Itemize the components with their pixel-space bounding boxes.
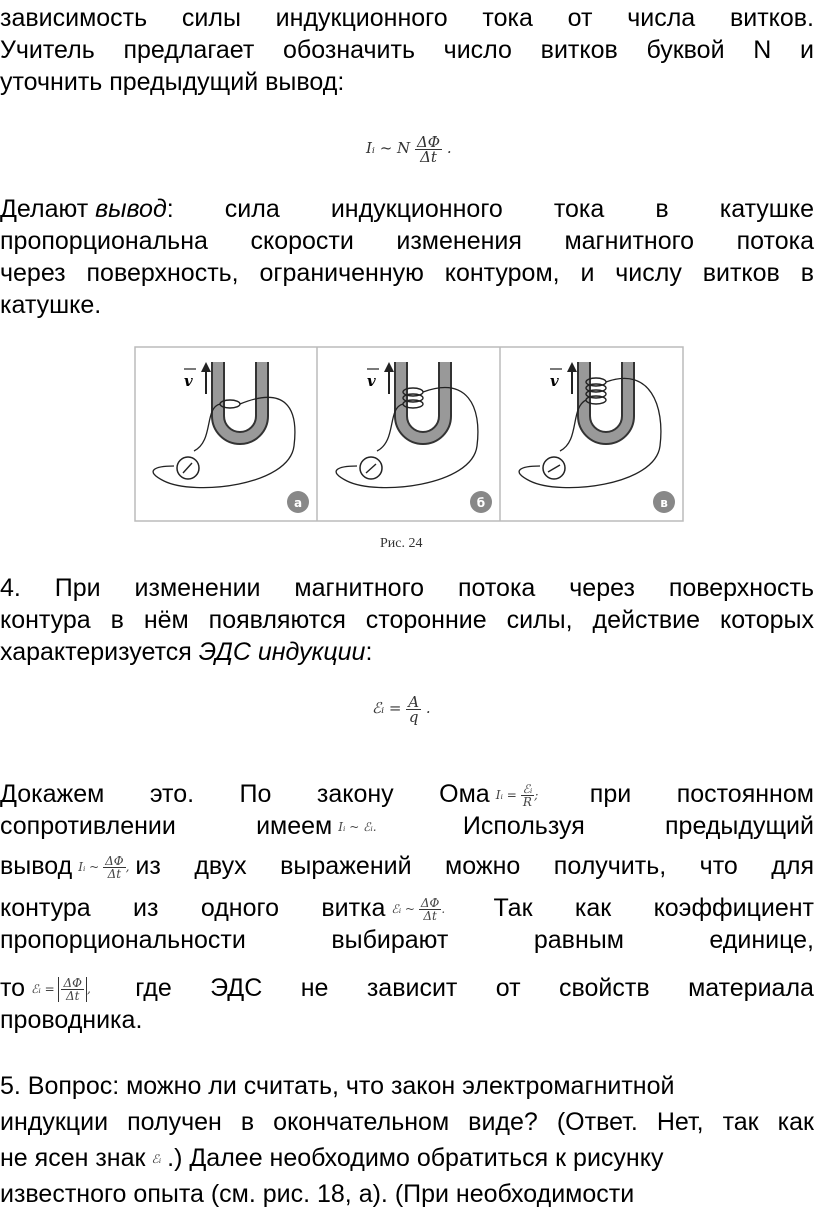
- inline-formula: Iᵢ ~ ℰᵢ.: [338, 820, 377, 835]
- fraction: $\frac{\Delta\Phi}{\Delta t}$: [416, 132, 441, 166]
- velocity-label: v: [367, 372, 376, 390]
- inline-symbol: ℰᵢ: [151, 1152, 162, 1167]
- text-line: не ясен знак ℰᵢ .) Далее необходимо обратиться к рисунку: [0, 1144, 664, 1172]
- inline-formula: Iᵢ ~ $\frac{\Delta\Phi}{\Delta t}$ ,: [78, 853, 130, 881]
- text-line: контура в нём появляются сторонние силы, действие которых: [0, 606, 814, 634]
- text-line: то ℰᵢ = $\frac{\Delta\Phi}{\Delta t}$ , где ЭДС не зависит от свойств материала: [0, 974, 814, 1003]
- text-line: вывод Iᵢ ~ $\frac{\Delta\Phi}{\Delta t}$ , из двух выражений можно получить, что для: [0, 852, 814, 881]
- text-line: Учитель предлагает обозначить число витков буквой N и: [0, 36, 814, 64]
- text-line: пропорциональна скорости изменения магнитного потока: [0, 227, 814, 255]
- paragraph-5: [0, 1068, 814, 1212]
- text-line: контура из одного витка ℰᵢ ~ $\frac{\Delta\Phi}{\Delta t}$ . Так как коэффициент: [0, 894, 814, 923]
- paragraph-3-last-line: характеризуется ЭДС индукции:: [0, 638, 373, 666]
- paragraph-2-last-line: [0, 289, 814, 321]
- paragraph-2: [0, 193, 814, 225]
- text-line: зависимость силы индукционного тока от числа витков.: [0, 4, 814, 32]
- text-line: известного опыта (см. рис. 18, а). (При необходимости: [0, 1180, 635, 1208]
- figure-coil-experiment: [134, 346, 684, 522]
- text-line: 5. Вопрос: можно ли считать, что закон электромагнитной: [0, 1072, 675, 1100]
- fraction: $\frac{A}{q}$: [408, 692, 420, 726]
- inline-formula: ℰᵢ ~ $\frac{\Delta\Phi}{\Delta t}$ .: [391, 895, 446, 923]
- svg-text:а: а: [293, 496, 303, 510]
- svg-text:б: б: [476, 496, 486, 510]
- paragraph-1-last-line: [0, 66, 814, 98]
- text-line: проводника.: [0, 1006, 143, 1034]
- text-line: уточнить предыдущий вывод:: [0, 68, 345, 96]
- text-fragment: : сила индукционного тока в катушке: [166, 195, 814, 223]
- text-line: 4. При изменении магнитного потока через поверхность: [0, 574, 814, 602]
- formula-induction-current: Iᵢ ~ N $\frac{\Delta\Phi}{\Delta t}$ .: [366, 132, 452, 166]
- text-line: пропорциональности выбирают равным единице,: [0, 926, 814, 954]
- figure-caption: Рис. 24: [380, 536, 423, 551]
- svg-text:в: в: [660, 496, 668, 510]
- text-line: сопротивлении имеем Iᵢ ~ ℰᵢ. Используя предыдущий: [0, 812, 814, 840]
- velocity-label: v: [550, 372, 559, 390]
- paragraph-2-body: [0, 225, 814, 289]
- inline-formula-ohm: Iᵢ = $\frac{\text{ℰᵢ}}{R}$ ;: [495, 781, 539, 809]
- text-line: Делают вывод : сила индукционного тока в катушке: [0, 195, 814, 223]
- text-line: Докажем это. По закону Ома Iᵢ = $\frac{\text{ℰᵢ}}{R}$ ; при постоянном: [0, 780, 814, 809]
- paragraph-4: [0, 778, 814, 1036]
- paragraph-1: [0, 2, 814, 66]
- text-line: катушке.: [0, 291, 102, 319]
- formula-emf: ℰᵢ = $\frac{A}{q}$ .: [372, 692, 431, 726]
- velocity-label: v: [184, 372, 193, 390]
- paragraph-3: [0, 572, 814, 636]
- text-line: через поверхность, ограниченную контуром, и числу витков в: [0, 259, 814, 287]
- inline-formula: ℰᵢ = $\frac{\Delta\Phi}{\Delta t}$ ,: [31, 975, 91, 1003]
- text-line: индукции получен в окончательном виде? (Ответ. Нет, так как: [0, 1108, 814, 1136]
